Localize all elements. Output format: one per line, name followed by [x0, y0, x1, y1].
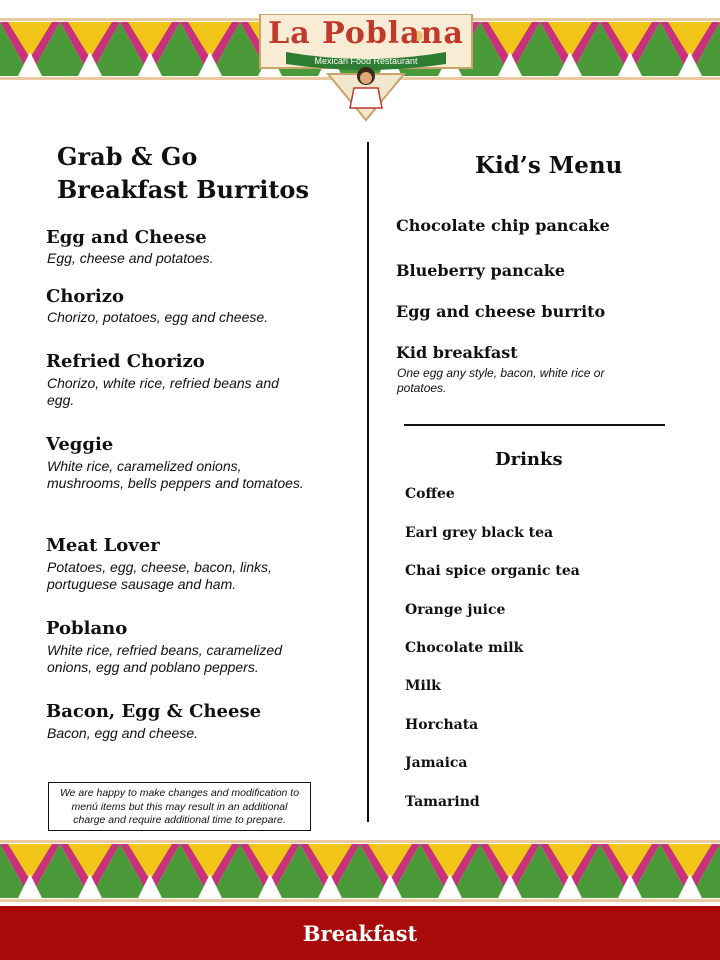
menu-item-name: Chorizo: [46, 286, 124, 307]
section-heading-burritos: [57, 140, 309, 206]
drink-item: Milk: [405, 678, 441, 694]
menu-item-description: White rice, refried beans, caramelized onions, egg and poblano peppers.: [47, 642, 282, 675]
bottom-pattern-band: [0, 840, 720, 902]
menu-item-name: Meat Lover: [46, 535, 160, 556]
menu-item-description: Chorizo, potatoes, egg and cheese.: [47, 309, 269, 325]
restaurant-logo: [258, 14, 474, 122]
menu-item-description: White rice, caramelized onions, mushrooms, bells peppers and tomatoes.: [47, 458, 304, 491]
footer-title: Breakfast: [302, 920, 418, 946]
menu-item-name: Veggie: [46, 434, 114, 455]
drink-item: Earl grey black tea: [405, 525, 554, 541]
menu-item-description: Chorizo, white rice, refried beans and egg.: [47, 375, 279, 408]
section-heading-kids: Kid’s Menu: [475, 152, 623, 179]
logo-name: La Poblana: [268, 16, 464, 51]
drink-item: Jamaica: [405, 755, 468, 771]
heading-line-1: Grab & Go: [57, 142, 198, 171]
menu-item-name: Poblano: [46, 618, 128, 639]
drink-item: Coffee: [405, 486, 455, 502]
menu-item-description: Potatoes, egg, cheese, bacon, links, portuguese sausage and ham.: [47, 559, 272, 592]
zigzag-pattern-icon: [0, 840, 720, 902]
heading-line-2: Breakfast Burritos: [57, 175, 309, 204]
menu-item-description: Egg, cheese and potatoes.: [47, 250, 214, 266]
drink-item: Tamarind: [405, 794, 480, 810]
modification-notice: We are happy to make changes and modification to menú items but this may result in an additional charge and require additional time to prepare.: [48, 782, 311, 831]
drink-item: Chai spice organic tea: [405, 563, 580, 579]
kids-item-description: One egg any style, bacon, white rice or potatoes.: [397, 366, 605, 395]
menu-item-name: Egg and Cheese: [46, 227, 207, 248]
kids-item-name: Chocolate chip pancake: [396, 216, 610, 235]
drinks-divider: [404, 424, 665, 426]
drink-item: Chocolate milk: [405, 640, 524, 656]
kids-item-name: Kid breakfast: [396, 343, 518, 362]
drink-item: Orange juice: [405, 602, 506, 618]
drink-item: Horchata: [405, 717, 479, 733]
footer-bar: [0, 906, 720, 960]
menu-item-description: Bacon, egg and cheese.: [47, 725, 199, 741]
section-heading-drinks: Drinks: [495, 449, 563, 470]
menu-item-name: Refried Chorizo: [46, 351, 205, 372]
logo-tagline: Mexican Food Restaurant: [314, 56, 418, 66]
menu-item-name: Bacon, Egg & Cheese: [46, 701, 262, 722]
kids-item-name: Blueberry pancake: [396, 261, 566, 280]
column-divider: [367, 142, 369, 822]
kids-item-name: Egg and cheese burrito: [396, 302, 606, 321]
